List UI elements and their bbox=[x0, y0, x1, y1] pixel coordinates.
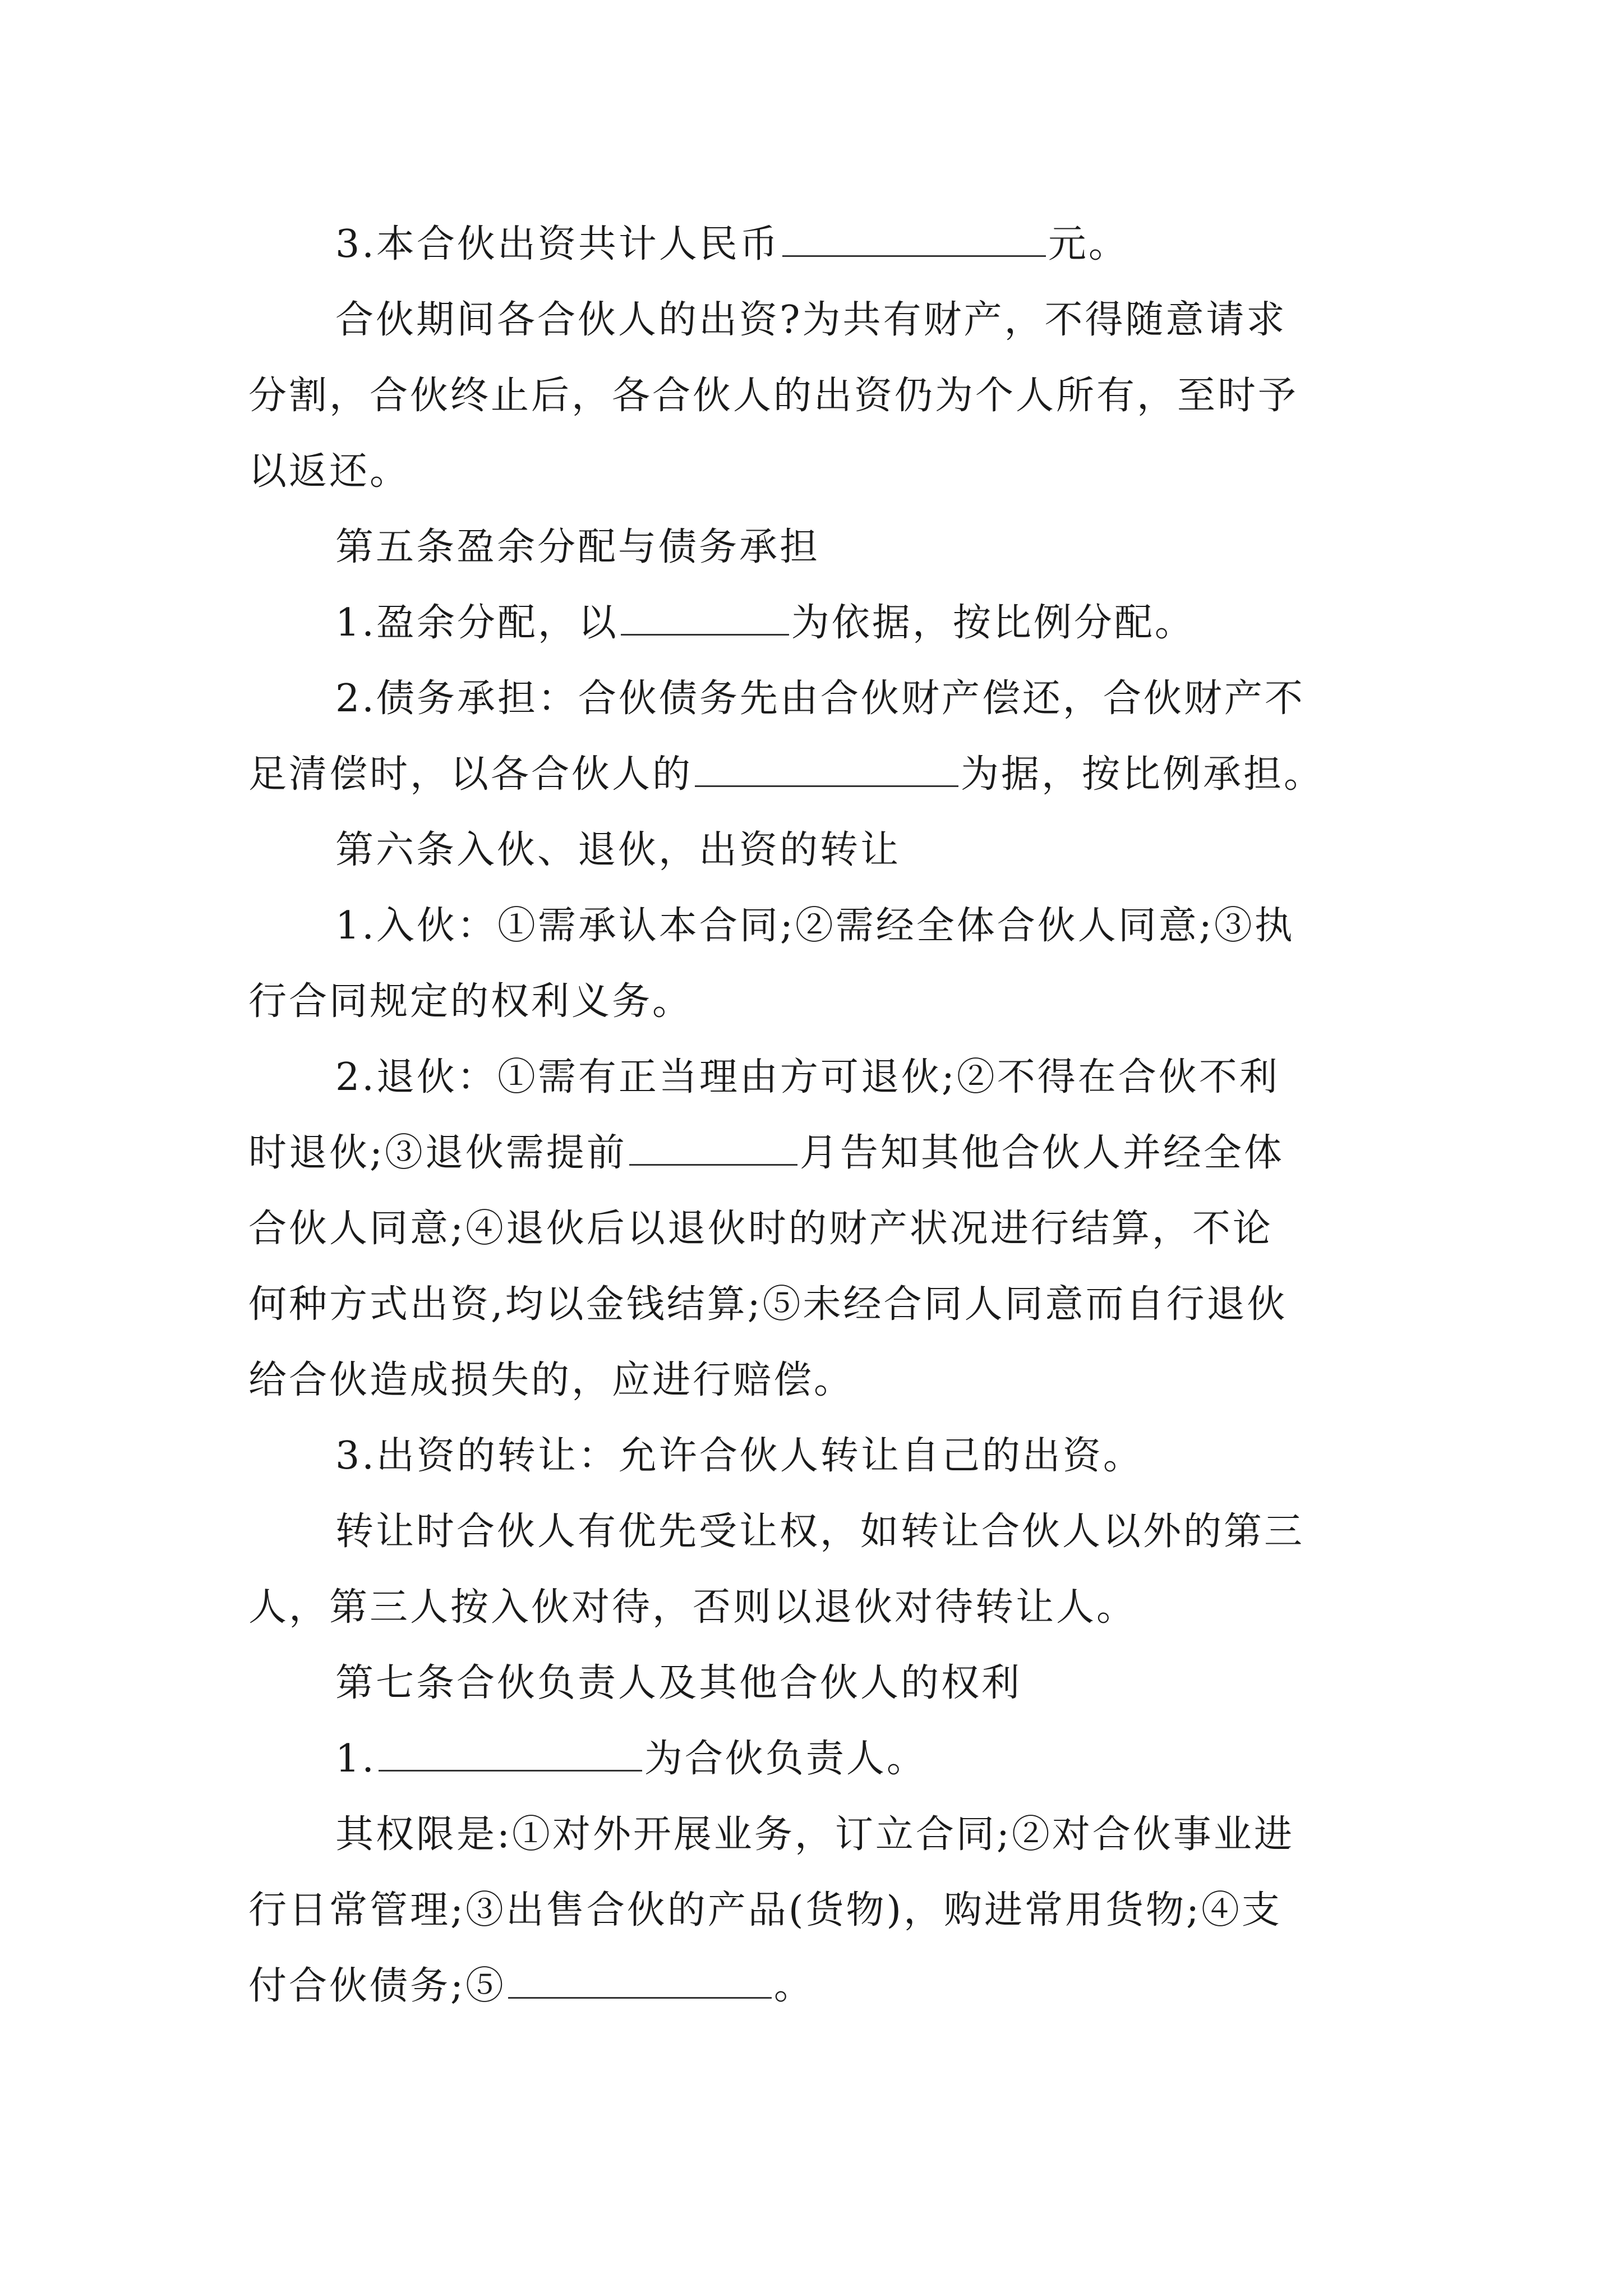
clause6-item2-line: 合伙人同意;④退伙后以退伙时的财产状况进行结算，不论 bbox=[248, 1207, 1273, 1251]
clause7-powers-line bbox=[248, 1948, 1398, 2024]
clause5-item2-prefix: 足清偿时，以各合伙人的 bbox=[248, 752, 693, 797]
clause6-item2-line: 给合伙造成损失的，应进行赔偿。 bbox=[248, 1358, 855, 1402]
clause6-item2-line: 何种方式出资,均以金钱结算;⑤未经合同人同意而自行退伙 bbox=[248, 1282, 1288, 1327]
clause7-item1 bbox=[248, 1721, 1398, 1797]
notice-months-blank bbox=[629, 1129, 797, 1166]
clause6-item1-line: 1.入伙：①需承认本合同;②需经全体合伙人同意;③执 bbox=[335, 904, 1295, 948]
clause6-item2-suffix: 月告知其他合伙人并经全体 bbox=[799, 1131, 1284, 1175]
clause4-item3-prefix: 3.本合伙出资共计人民币 bbox=[335, 222, 780, 266]
clause5-item2-line: 2.债务承担：合伙债务先由合伙财产偿还，合伙财产不 bbox=[335, 677, 1305, 721]
clause7-item1-prefix: 1. bbox=[335, 1737, 376, 1781]
clause7-heading: 第七条合伙负责人及其他合伙人的权利 bbox=[335, 1661, 1022, 1705]
distribution-basis-blank bbox=[621, 599, 789, 636]
clause5-item1-prefix: 1.盈余分配，以 bbox=[335, 601, 619, 645]
clause4-item3 bbox=[248, 206, 1398, 282]
clause7-item1-suffix: 为合伙负责人。 bbox=[644, 1737, 927, 1781]
clause6-item2-prefix: 时退伙;③退伙需提前 bbox=[248, 1131, 627, 1175]
clause6-item2-line: 2.退伙：①需有正当理由方可退伙;②不得在合伙不利 bbox=[335, 1055, 1280, 1099]
clause6-item1-line: 行合同规定的权利义务。 bbox=[248, 979, 693, 1024]
clause7-powers-prefix: 付合伙债务;⑤ bbox=[248, 1964, 506, 2008]
clause7-powers-line: 其权限是:①对外开展业务，订立合同;②对合伙事业进 bbox=[335, 1812, 1294, 1857]
clause6-item3-note-line: 转让时合伙人有优先受让权，如转让合伙人以外的第三 bbox=[335, 1510, 1305, 1554]
clause4-note-line: 合伙期间各合伙人的出资?为共有财产，不得随意请求 bbox=[335, 298, 1287, 342]
clause4-note-line: 分割，合伙终止后，各合伙人的出资仍为个人所有，至时予 bbox=[248, 374, 1299, 418]
clause5-item2-line bbox=[248, 737, 1398, 812]
clause5-item1 bbox=[248, 585, 1398, 661]
clause7-powers-suffix: 。 bbox=[773, 1964, 814, 2008]
responsible-person-blank bbox=[379, 1735, 642, 1772]
clause4-item3-suffix: 元。 bbox=[1048, 222, 1129, 266]
document-body bbox=[248, 206, 1398, 2024]
clause7-powers-line: 行日常管理;③出售合伙的产品(货物)，购进常用货物;④支 bbox=[248, 1888, 1282, 1932]
clause5-item2-suffix: 为据，按比例承担。 bbox=[961, 752, 1325, 797]
clause6-item3: 3.出资的转让：允许合伙人转让自己的出资。 bbox=[335, 1434, 1144, 1478]
clause6-item2-line bbox=[248, 1115, 1398, 1191]
amount-blank bbox=[782, 220, 1046, 257]
other-powers-blank bbox=[508, 1962, 772, 1999]
debt-basis-blank bbox=[695, 751, 958, 787]
clause5-heading: 第五条盈余分配与债务承担 bbox=[335, 525, 820, 569]
clause6-item3-note-line: 人，第三人按入伙对待，否则以退伙对待转让人。 bbox=[248, 1585, 1137, 1630]
clause6-heading: 第六条入伙、退伙，出资的转让 bbox=[335, 828, 901, 872]
clause5-item1-suffix: 为依据，按比例分配。 bbox=[791, 601, 1195, 645]
clause4-note-line: 以返还。 bbox=[248, 449, 411, 494]
